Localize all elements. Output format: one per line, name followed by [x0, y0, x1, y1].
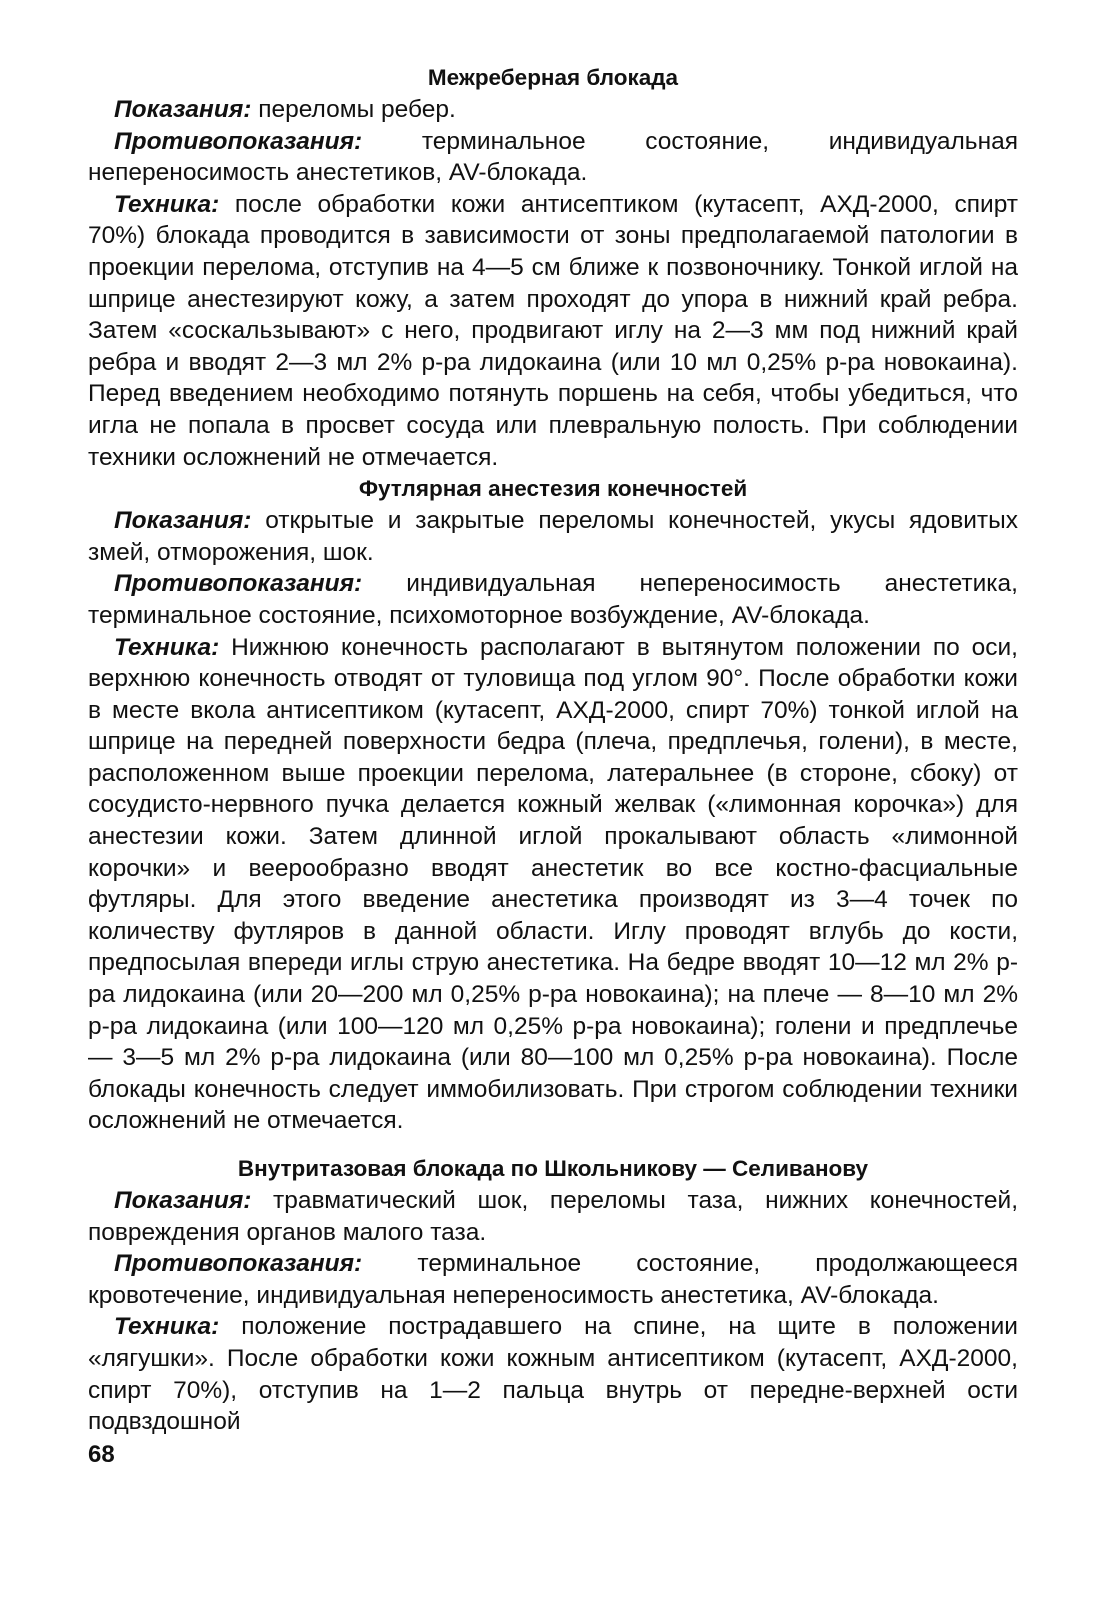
- contraindications-text: терминальное состояние, продолжающееся кровотечение, индивидуальная непереносимость анестетика, AV-блокада.: [88, 1250, 1018, 1309]
- indications-text: переломы ребер.: [251, 96, 456, 123]
- indications-label: Показания:: [114, 1187, 252, 1214]
- contraindications-paragraph: [88, 568, 1018, 631]
- section-case-anesthesia: [88, 473, 1018, 1137]
- indications-text: травматический шок, переломы таза, нижних конечностей, повреждения органов малого таза.: [88, 1187, 1018, 1246]
- contraindications-text: терминальное состояние, индивидуальная непереносимость анестетиков, AV-блокада.: [88, 127, 1018, 187]
- technique-label: Техника:: [114, 1313, 220, 1341]
- technique-text: после обработки кожи антисептиком (кутасепт, АХД-2000, спирт 70%) блокада проводится в зависимости от зоны предполагаемой патологии в проекции перелома, отступив на 4—5 см ближе к позвоночнику. Тонкой иглой на шприце анестезируют кожу, а затем проходят до упора в нижний край ребра. Затем «соскальзывают» с него, продвигают иглу на 2—3 мм под нижний край ребра и вводят 2—3 мл 2% р-ра лидокаина (или 10 мл 0,25% р-ра новокаина). Перед введением необходимо потянуть поршень на себя, чтобы убедиться, что игла не попала в просвет сосуда или плевральную полость. При соблюдении техники осложнений не отмечается.: [88, 190, 1018, 471]
- section-heading: Межреберная блокада: [427, 65, 679, 90]
- technique-paragraph: [88, 632, 1018, 1138]
- contraindications-paragraph: [88, 1248, 1018, 1311]
- page-number: 68: [88, 1441, 115, 1468]
- contraindications-text: индивидуальная непереносимость анестетика, терминальное состояние, психомоторное возбуждение, AV-блокада.: [88, 570, 1018, 629]
- indications-label: Показания:: [114, 507, 252, 535]
- technique-paragraph: [88, 189, 1018, 473]
- technique-label: Техника:: [114, 633, 220, 661]
- indications-paragraph: [88, 94, 1018, 126]
- contraindications-label: Противопоказания:: [114, 1250, 363, 1278]
- contraindications-label: Противопоказания:: [114, 127, 363, 155]
- technique-label: Техника:: [114, 190, 220, 218]
- indications-label: Показания:: [114, 96, 252, 123]
- technique-paragraph: [88, 1311, 1018, 1437]
- indications-paragraph: [88, 505, 1018, 568]
- section-heading: Футлярная анестезия конечностей: [358, 476, 748, 502]
- section-intrapelvic-block: [88, 1153, 1018, 1438]
- contraindications-paragraph: [88, 126, 1018, 189]
- technique-text: положение пострадавшего на спине, на щите в положении «лягушки». После обработки кожи кожным антисептиком (кутасепт, АХД-2000, спирт 70%), отступив на 1—2 пальца внутрь от передне-верхней ости подвздошной: [88, 1313, 1018, 1436]
- indications-paragraph: [88, 1185, 1018, 1248]
- indications-text: открытые и закрытые переломы конечностей, укусы ядовитых змей, отморожения, шок.: [88, 507, 1018, 566]
- section-intercostal-block: [88, 62, 1018, 473]
- section-heading: Внутритазовая блокада по Школьникову — Селиванову: [237, 1156, 869, 1181]
- technique-text: Нижнюю конечность располагают в вытянутом положении по оси, верхнюю конечность отводят от туловища под углом 90°. После обработки кожи в месте вкола антисептиком (кутасепт, АХД-2000, спирт 70%) тонкой иглой на шприце на передней поверхности бедра (плеча, предплечья, голени), в месте, расположенном выше проекции перелома, латеральнее (в стороне, сбоку) от сосудисто-нервного пучка делается кожный желвак («лимонная корочка») для анестезии кожи. Затем длинной иглой прокалывают область «лимонной корочки» и веерообразно вводят анестетик во все костно-фасциальные футляры. Для этого введение анестетика производят из 3—4 точек по количеству футляров в данной области. Иглу проводят вглубь до кости, предпосылая впереди иглы струю анестетика. На бедре вводят 10—12 мл 2% р-ра лидокаина (или 20—200 мл 0,25% р-ра новокаина); на плече — 8—10 мл 2% р-ра лидокаина (или 100—120 мл 0,25% р-ра новокаина); голени и предплечье — 3—5 мл 2% р-ра лидокаина (или 80—100 мл 0,25% р-ра новокаина). После блокады конечность следует иммобилизовать. При строгом соблюдении техники осложнений не отмечается.: [88, 633, 1018, 1135]
- contraindications-label: Противопоказания:: [114, 570, 363, 598]
